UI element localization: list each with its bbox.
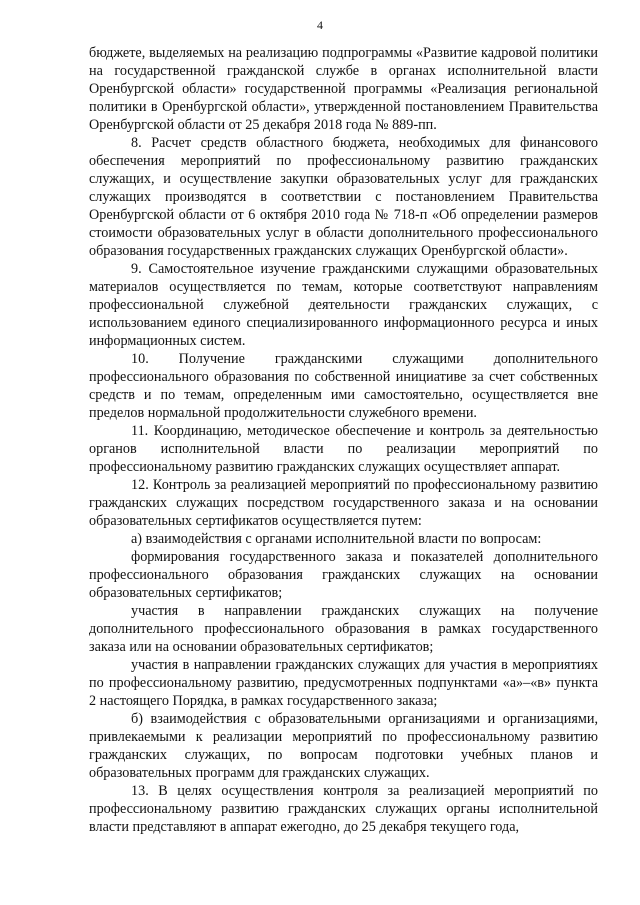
paragraph-8: 8. Расчет средств областного бюджета, необходимых для финансового обеспечения мероприятий по профессиональному развитию гражданских служащих, и осуществление закупки образовательных услуг для гражданских служащих производятся в соответствии с постановлением Правительства Оренбургской области от 6 октября 2010 года № 718-п «Об определении размеров стоимости образовательных услуг в области дополнительного профессионального образования государственных гражданских служащих Оренбургской области». xyxy=(89,135,598,259)
paragraph-12: 12. Контроль за реализацией мероприятий по профессиональному развитию гражданских служащих посредством государственного заказа и на основании образовательных сертификатов осуществляется путем: xyxy=(89,477,598,529)
list-item: формирования государственного заказа и показателей дополнительного профессионального образования гражданских служащих на основании образовательных сертификатов; xyxy=(89,549,598,601)
paragraph-13: 13. В целях осуществления контроля за реализацией мероприятий по профессиональному развитию гражданских служащих органы исполнительной власти представляют в аппарат ежегодно, до 25 декабря текущего года, xyxy=(89,783,598,835)
paragraph-11: 11. Координацию, методическое обеспечение и контроль за деятельностью органов исполнительной власти по реализации мероприятий по профессиональному развитию гражданских служащих осуществляет аппарат. xyxy=(89,423,598,475)
subparagraph-a: а) взаимодействия с органами исполнительной власти по вопросам: xyxy=(131,531,542,547)
list-item: участия в направлении гражданских служащих на получение дополнительного профессионального образования в рамках государственного заказа или на основании образовательных сертификатов; xyxy=(89,603,598,655)
paragraph-continuation: бюджете, выделяемых на реализацию подпрограммы «Развитие кадровой политики на государственной гражданской службе в органах исполнительной власти Оренбургской области» государственной программы «Реализация региональной политики в Оренбургской области», утвержденной постановлением Правительства Оренбургской области от 25 декабря 2018 года № 889-пп. xyxy=(89,45,598,133)
list-item: участия в направлении гражданских служащих для участия в мероприятиях по профессиональному развитию, предусмотренных подпунктами «а»–«в» пункта 2 настоящего Порядка, в рамках государственного заказа; xyxy=(89,657,598,709)
document-body xyxy=(89,44,598,836)
paragraph-10: 10. Получение гражданскими служащими дополнительного профессионального образования по собственной инициативе за счет собственных средств и по темам, определенным ими самостоятельно, осуществляется вне пределов нормальной продолжительности служебного времени. xyxy=(89,351,598,421)
page-number: 4 xyxy=(317,18,323,32)
paragraph-9: 9. Самостоятельное изучение гражданскими служащими образовательных материалов осуществляется по темам, которые соответствуют направлениям профессиональной служебной деятельности гражданских служащих, с использованием единого специализированного информационного ресурса и иных информационных систем. xyxy=(89,261,598,349)
subparagraph-b: б) взаимодействия с образовательными организациями и организациями, привлекаемыми к реализации мероприятий по профессиональному развитию гражданских служащих, по вопросам подготовки учебных планов и образовательных программ для гражданских служащих. xyxy=(89,711,598,781)
